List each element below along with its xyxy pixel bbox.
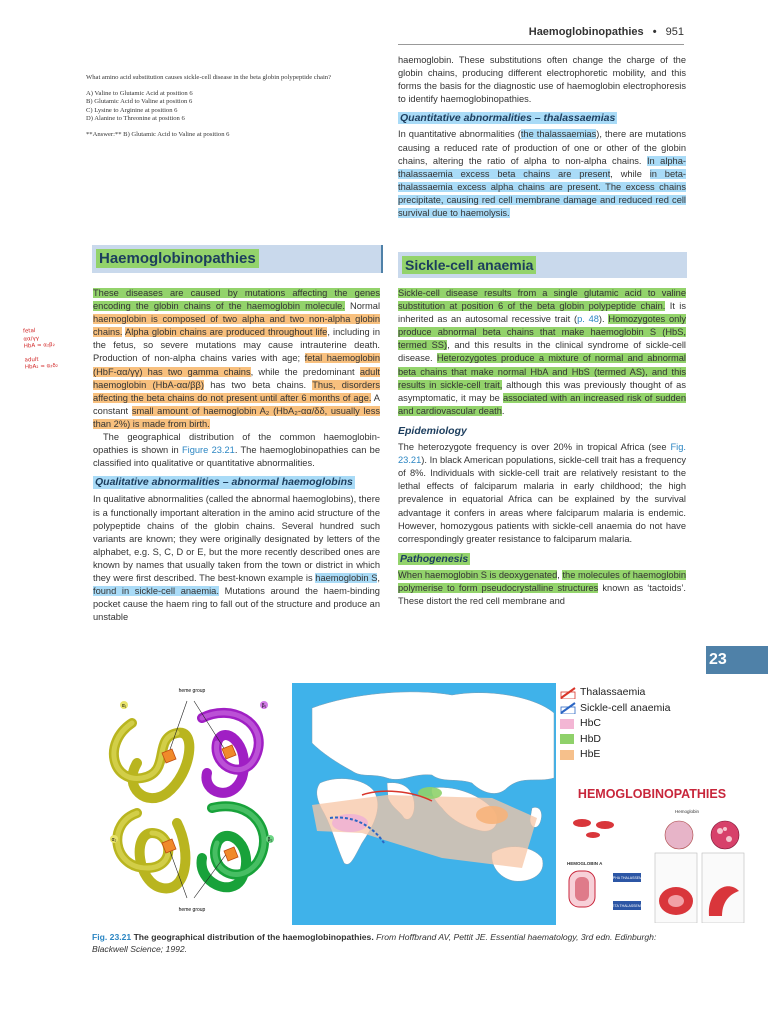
quiz-block <box>86 74 376 147</box>
para-continued: haemoglobin. These substitutions often change the charge of the globin chains, producing different electrophoretic mobility, and this forms the basis for the diagnostic use of haemoglobin electrophoresis to identify haemoglobinopathies. <box>398 55 686 105</box>
subheading-text: Pathogenesis <box>400 552 469 565</box>
poster-label: Hemoglobin <box>675 809 700 814</box>
highlight: small amount of haemoglobin A₂ (HbA₂-αα/δδ, usually less than 2%) is made from birth. <box>93 405 381 429</box>
subheading-text: Qualitative abnormalities – abnormal haemoglobins <box>95 476 353 489</box>
text: . <box>501 405 505 416</box>
hbe-swatch <box>560 750 574 760</box>
highlight: in beta-thalassaemia excess alpha chains are present. The excess chains precipitate, causing red cell membrane damage and reduced red cell survival due to haemolysis. <box>398 168 686 219</box>
highlight: fetal haemoglobin (HbF-αα/γγ) has two gamma chains <box>93 353 380 377</box>
alpha2-label: α₂ <box>111 837 117 843</box>
para-pathogenesis <box>398 569 686 608</box>
page-number: 951 <box>665 26 684 38</box>
right-column-top <box>398 54 686 220</box>
legend-label: HbE <box>580 748 601 760</box>
quiz-question: What amino acid substitution causes sickle-cell disease in the beta globin polypeptide chain? <box>86 74 331 81</box>
text: In qualitative abnormalities (called the abnormal haemoglobins), there is a functionally important alteration in the amino acid structure of the polypeptide chains of the globin chains. Several hundred such variants are known; they were originally designated by letters of the alphabet, e.g. S, C, D or E, but the more recently described ones are known by names that usually taken from the town or district in which they were first described. The best-known example is <box>93 494 380 583</box>
text: . The haemoglobinopathies can be classified into qualitative or quantitative abnormalities. <box>93 445 380 469</box>
highlight: haemoglobin is composed of two alpha and two non-alpha globin chains. <box>93 314 380 338</box>
hemoglobinopathies-poster <box>557 782 747 924</box>
legend-item <box>560 716 670 732</box>
highlight: associated with an increased risk of sudden and cardiovascular death <box>398 392 686 416</box>
text: , and this results in the clinical syndrome of sickle-cell disease. <box>398 340 686 364</box>
highlight: These diseases are caused by mutations affecting the genes encoding the globin chains of the haemoglobin molecule. <box>93 288 380 312</box>
highlight: Thus, disorders affecting the beta chains do not present until after 6 months of age. <box>93 379 380 403</box>
text: A constant <box>93 392 380 416</box>
subheading-qualitative <box>93 476 380 489</box>
legend-label: Sickle-cell anaemia <box>580 701 671 714</box>
alpha1-label: α₁ <box>121 703 127 709</box>
text: , <box>557 569 563 580</box>
text: The geographical distribution of the common haemoglobin-opathies is shown in <box>93 432 380 456</box>
text: It is inherited as an autosomal recessive trait ( <box>398 301 686 325</box>
subheading-text: Quantitative abnormalities – thalassaemias <box>400 112 616 125</box>
highlight: found in sickle-cell anaemia. <box>93 586 219 597</box>
note-line: adult <box>24 356 39 364</box>
subheading-pathogenesis <box>398 553 686 566</box>
quiz-option: C) Lysine to Arginine at position 6 <box>86 106 178 114</box>
para-qualitative <box>93 493 380 624</box>
text: , <box>377 572 380 583</box>
sickle-cell-swatch <box>560 702 576 714</box>
highlight: In alpha-thalassaemia excess beta chains are present <box>398 155 686 179</box>
text: , while <box>610 168 650 179</box>
beta2-label: β₂ <box>267 837 273 843</box>
para-distribution <box>93 431 380 470</box>
right-column-bottom <box>398 287 686 608</box>
quiz-answer: **Answer:** B) Glutamic Acid to Valine at position 6 <box>86 131 230 139</box>
para-quantitative <box>398 128 686 220</box>
highlight: adult haemoglobin (HbA-αα/ββ) <box>93 366 380 390</box>
caption-source: From Hoffbrand AV, Pettit JE. Essential haematology, 3rd edn. Edinburgh: Blackwell Science; 1992. <box>92 932 657 954</box>
text: , while the predominant <box>250 366 360 377</box>
note-line: fetal <box>22 327 36 335</box>
poster-label: HEMOGLOBIN A <box>567 861 603 866</box>
heme-label-top: heme group <box>178 688 206 694</box>
running-header <box>529 26 684 38</box>
legend-item <box>560 747 670 763</box>
highlight: Alpha globin chains are produced throughout life <box>125 327 328 338</box>
note-line: HbA = α₂β₂ <box>23 341 56 350</box>
page-link[interactable]: p. 48 <box>577 314 599 325</box>
text: , including in the fetus, so severe mutations may cause intrauterine death. Production of non-alpha chains varies with age; <box>93 327 380 364</box>
header-title: Haemoglobinopathies <box>528 26 644 38</box>
chapter-tab: 23 <box>706 646 768 674</box>
section-heading: Haemoglobinopathies <box>96 249 259 268</box>
text: ), there are mutations causing a reduced rate of production of one or other of the globin chains, altering the ratio of alpha to non-alpha chains. <box>398 129 686 166</box>
text: although this was previously thought of as asymptomatic, it may be <box>398 379 686 403</box>
highlight: haemoglobin S <box>315 572 378 583</box>
text: has two beta chains. <box>203 379 313 390</box>
legend-item <box>560 701 670 717</box>
highlight: Sickle-cell disease results from a single glutamic acid to valine substitution at position 6 of the beta globin polypeptide chain. <box>398 288 686 312</box>
section-heading: Sickle-cell anaemia <box>402 256 536 274</box>
section-heading-box-sickle <box>398 252 687 278</box>
left-column <box>93 287 380 624</box>
text: known as ‘tactoids’. These distort the red cell membrane and <box>398 582 686 607</box>
thalassaemia-swatch <box>560 687 576 699</box>
highlight: Homozygotes only produce abnormal beta chains that make haemoglobin S (HbS, termed SS) <box>398 314 687 351</box>
text: The heterozygote frequency is over 20% in tropical Africa (see <box>398 442 671 453</box>
figure-caption <box>92 932 677 955</box>
beta1-label: β₁ <box>261 703 267 709</box>
legend-item <box>560 732 670 748</box>
header-bullet: • <box>652 26 657 38</box>
poster-label: BETA THALASSEMIA <box>609 904 645 908</box>
quiz-option: B) Glutamic Acid to Valine at position 6 <box>86 98 193 106</box>
poster-title: HEMOGLOBINOPATHIES <box>577 787 727 801</box>
hemoglobin-molecule-diagram <box>92 683 290 923</box>
para-epidemiology <box>398 441 686 546</box>
para-sickle <box>398 287 686 418</box>
para-intro <box>93 287 380 431</box>
figure-link[interactable]: Figure 23.21 <box>181 445 235 456</box>
figure-link[interactable]: Fig. 23.21 <box>398 442 686 466</box>
highlight: When haemoglobin S is deoxygenated <box>398 569 558 580</box>
subheading-quantitative <box>398 112 686 125</box>
hbe-region <box>476 806 508 824</box>
section-heading-box <box>92 245 383 273</box>
caption-number: Fig. 23.21 <box>92 932 132 942</box>
text: Mutations around the haem-binding pocket cause the haem ring to fall out of the structure and produce an unstable <box>93 586 380 623</box>
text: ). <box>598 314 609 325</box>
heme-label-bottom: heme group <box>178 907 206 913</box>
poster-label: ALPHA THALASSEMIA <box>608 876 646 880</box>
note-line: αα/γγ <box>23 335 40 343</box>
text: Normal <box>344 301 381 312</box>
highlight: the molecules of haemoglobin polymerise to form pseudocrystalline structures <box>398 569 686 593</box>
distribution-world-map <box>292 683 556 925</box>
note-line: HbA₂ = α₂δ₂ <box>24 362 59 371</box>
legend-label: HbD <box>580 732 602 745</box>
legend-label: Thalassaemia <box>580 686 646 698</box>
hbd-swatch <box>560 734 574 744</box>
legend-item <box>560 685 670 701</box>
highlight: the thalassaemias <box>520 129 597 140</box>
text: ). In black American populations, sickle-cell trait has a frequency of 8%. Individuals with sickle-cell trait are relatively resistant to the lethal effects of falciparum malaria in early childhood; the high prevalence in equatorial Africa can be explained by the survival advantage it confers in areas where falciparum malaria is endemic. However, homozygous patients with sickle-cell anaemia do not have correspondingly greater resistance to falciparum malaria. <box>398 455 686 544</box>
quiz-options <box>86 90 376 123</box>
header-rule <box>398 44 684 45</box>
quiz-option: A) Valine to Glutamic Acid at position 6 <box>86 90 193 98</box>
caption-title: The geographical distribution of the haemoglobinopathies. <box>133 932 374 942</box>
margin-handwriting <box>23 325 85 372</box>
map-legend <box>560 685 670 763</box>
highlight: Heterozygotes produce a mixture of normal and abnormal beta chains that make normal HbA and HbS (termed AS), and this results in sickle-cell trait, <box>398 353 686 390</box>
hbc-swatch <box>560 719 574 729</box>
legend-label: HbC <box>580 717 602 729</box>
subheading-epidemiology: Epidemiology <box>398 424 467 437</box>
text: In quantitative abnormalities ( <box>398 129 521 140</box>
poster-illustration <box>557 801 747 923</box>
quiz-option: D) Alanine to Threonine at position 6 <box>86 114 185 122</box>
